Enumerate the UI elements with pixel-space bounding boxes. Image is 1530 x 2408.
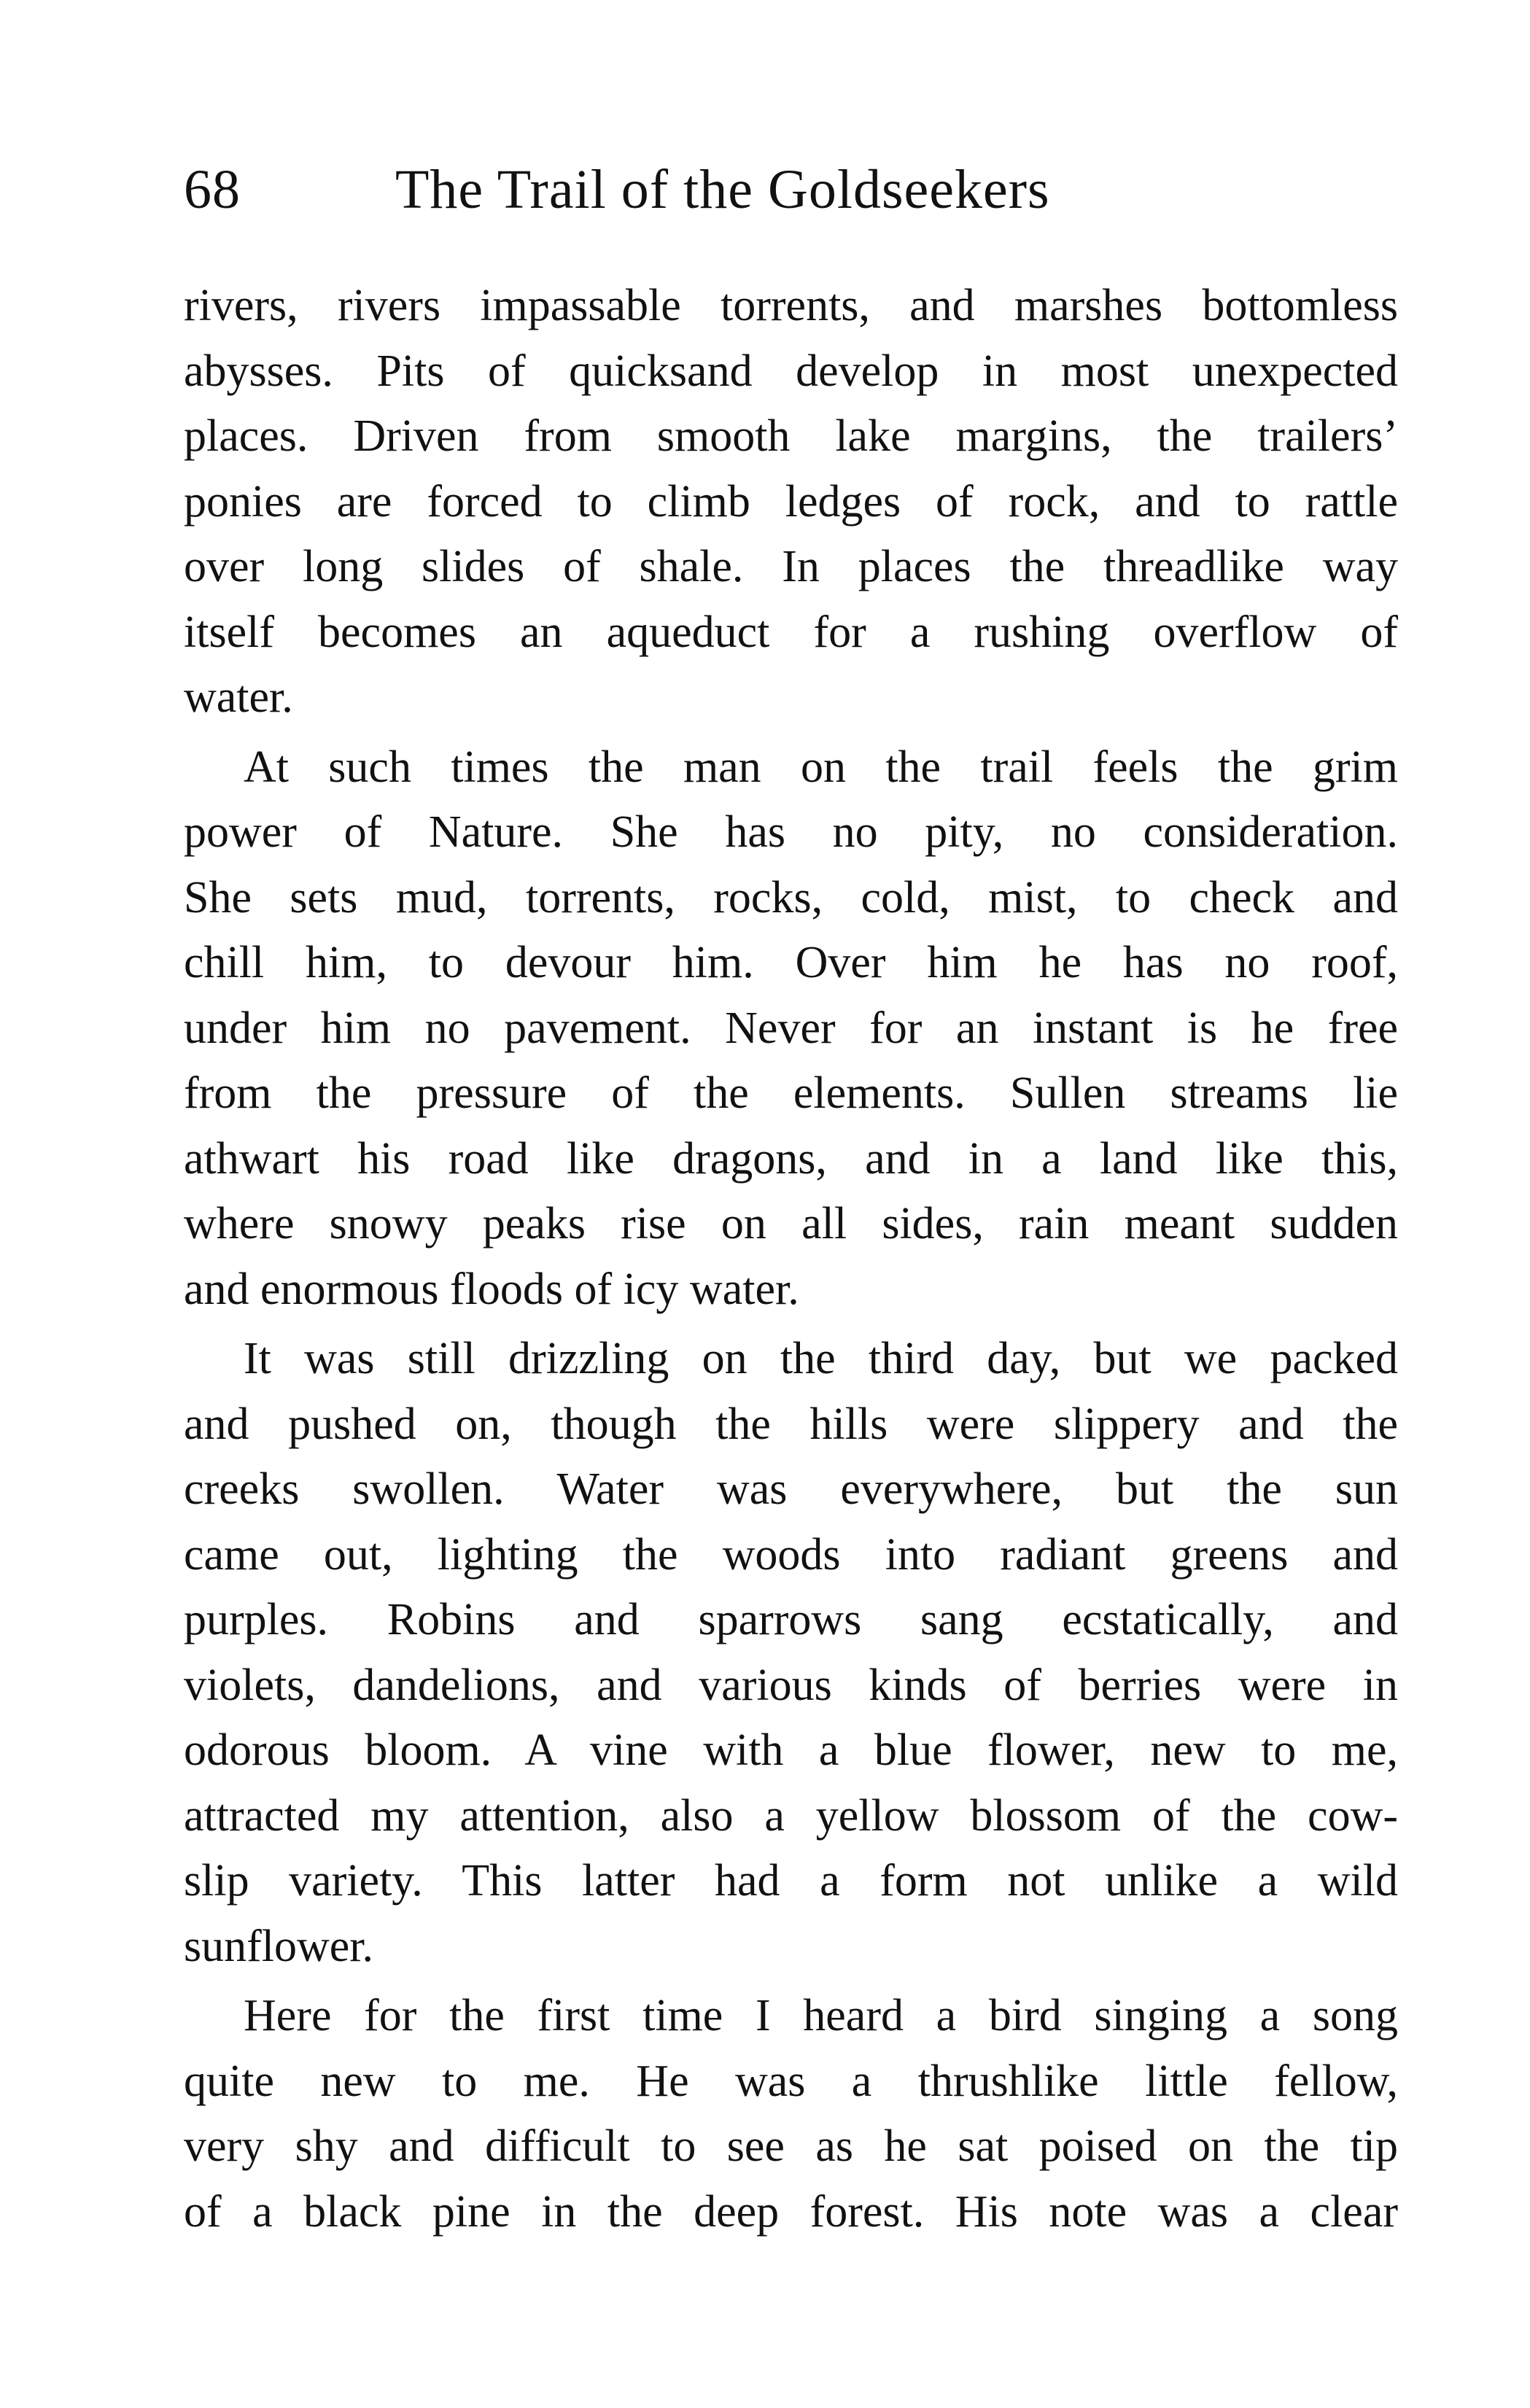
text-line: chill him, to devour him. Over him he has no roof, <box>184 938 1398 987</box>
paragraph <box>184 273 1398 731</box>
text-line: and pushed on, though the hills were slippery and the <box>184 1399 1398 1449</box>
text-line: of a black pine in the deep forest. His note was a clear <box>184 2186 1398 2237</box>
text-line: quite new to me. He was a thrushlike little fellow, <box>184 2056 1398 2106</box>
text-line: creeks swollen. Water was everywhere, but the sun <box>184 1464 1398 1514</box>
text-line: itself becomes an aqueduct for a rushing overflow of <box>184 607 1398 657</box>
text-line: slip variety. This latter had a form not unlike a wild <box>184 1856 1398 1906</box>
text-line: ponies are forced to climb ledges of rock, and to rattle <box>184 476 1398 527</box>
text-line: came out, lighting the woods into radiant greens and <box>184 1529 1398 1580</box>
text-line: under him no pavement. Never for an instant is he free <box>184 1003 1398 1053</box>
text-line: very shy and difficult to see as he sat poised on the tip <box>184 2121 1398 2171</box>
page-header <box>184 149 1387 230</box>
paragraph <box>184 1984 1398 2245</box>
text-line: sunflower. <box>184 1921 374 1971</box>
text-line: Here for the first time I heard a bird singing a song <box>244 1991 1398 2040</box>
text-line: over long slides of shale. In places the threadlike way <box>184 542 1398 591</box>
text-line: rivers, rivers impassable torrents, and marshes bottomless <box>184 281 1398 330</box>
paragraph <box>184 735 1398 1323</box>
text-line: violets, dandelions, and various kinds of berries were in <box>184 1660 1398 1710</box>
body-text <box>184 273 1398 2245</box>
text-line: from the pressure of the elements. Sullen streams lie <box>184 1068 1398 1118</box>
text-line: water. <box>184 672 293 722</box>
text-line: She sets mud, torrents, rocks, cold, mist, to check and <box>184 872 1398 923</box>
text-line: attracted my attention, also a yellow blossom of the cow- <box>184 1790 1398 1841</box>
text-line: where snowy peaks rise on all sides, rain meant sudden <box>184 1199 1398 1248</box>
text-line: and enormous floods of icy water. <box>184 1264 799 1314</box>
text-line: places. Driven from smooth lake margins, the trailers’ <box>184 411 1398 461</box>
text-line: odorous bloom. A vine with a blue flower, new to me, <box>184 1725 1398 1775</box>
text-line: athwart his road like dragons, and in a land like this, <box>184 1133 1398 1184</box>
paragraph <box>184 1327 1398 1979</box>
text-line: power of Nature. She has no pity, no consideration. <box>184 807 1398 857</box>
running-title: The Trail of the Goldseekers <box>395 159 1050 220</box>
text-line: purples. Robins and sparrows sang ecstatically, and <box>184 1595 1398 1644</box>
text-line: It was still drizzling on the third day, but we packed <box>244 1334 1398 1383</box>
page-number: 68 <box>184 159 241 220</box>
text-line: At such times the man on the trail feels the grim <box>244 742 1398 792</box>
text-line: abysses. Pits of quicksand develop in most unexpected <box>184 346 1398 396</box>
